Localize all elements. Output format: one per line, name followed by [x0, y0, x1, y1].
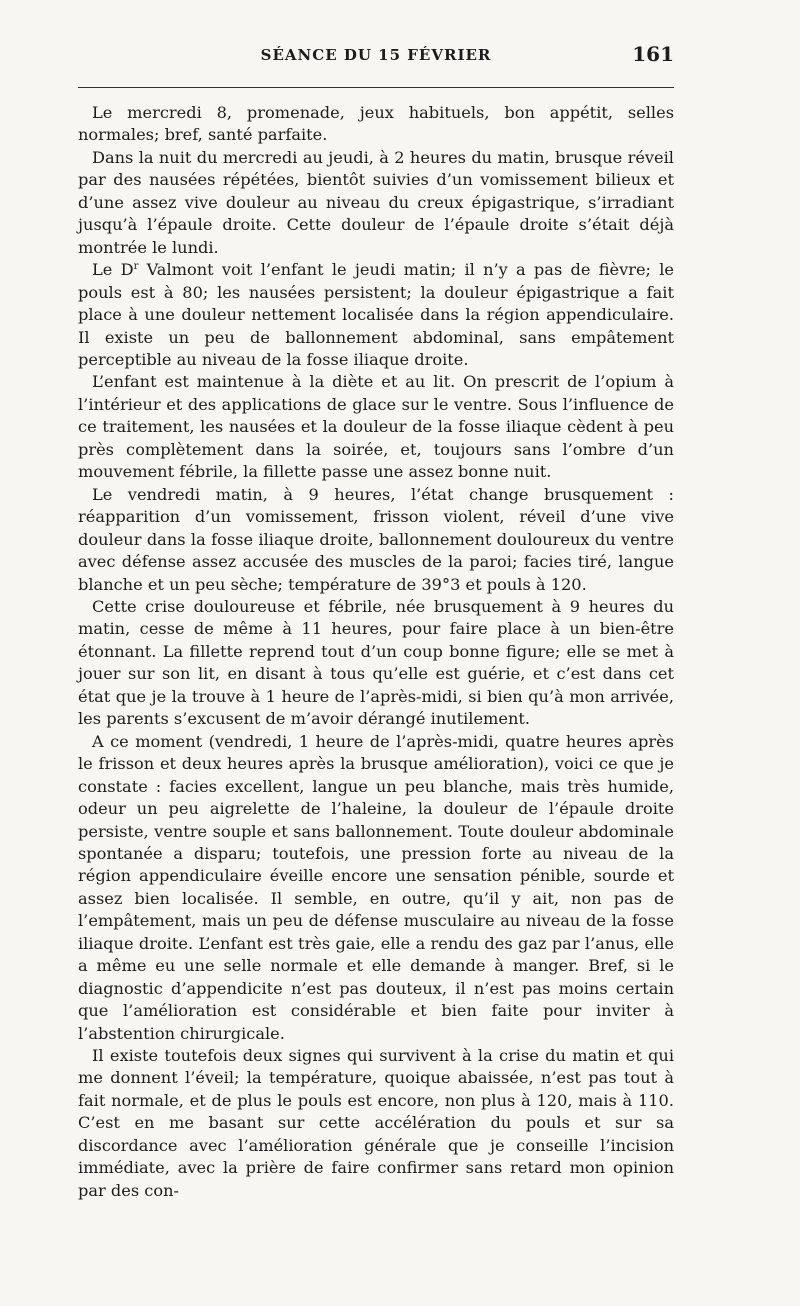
paragraph-3-prefix: Le D — [92, 260, 134, 280]
header-rule — [78, 87, 674, 88]
body-text — [78, 102, 674, 1202]
paragraph-7: A ce moment (vendredi, 1 heure de l’après-midi, quatre heures après le frisson et deux heures après la brusque amélioration), voici ce que je constate : facies excellent, langue un peu blanche, mais très humide, odeur un peu aigrelette de l’haleine, la douleur de l’épaule droite persiste, ventre souple et sans ballonnement. Toute douleur abdominale spontanée a disparu; toutefois, une pression forte au niveau de la région appendiculaire éveille encore une sensation pénible, sourde et assez bien localisée. Il semble, en outre, qu’il y ait, non pas de l’empâtement, mais un peu de défense musculaire au niveau de la fosse iliaque droite. L’enfant est très gaie, elle a rendu des gaz par l’anus, elle a même eu une selle normale et elle demande à manger. Bref, si le diagnostic d’appendicite n’est pas douteux, il n’est pas moins certain que l’amélioration est considérable et bien faite pour inviter à l’abstention chirurgicale. — [78, 731, 674, 1043]
paragraph-1: Le mercredi 8, promenade, jeux habituels, bon appétit, selles normales; bref, santé parfaite. — [78, 103, 674, 145]
paragraph-8: Il existe toutefois deux signes qui survivent à la crise du matin et qui me donnent l’éveil; la température, quoique abaissée, n’est pas tout à fait normale, et de plus le pouls est encore, non plus à 120, mais à 110. C’est en me basant sur cette accélération du pouls et sur sa discordance avec l’amélioration générale que je conseille l’incision immédiate, avec la prière de faire confirmer sans retard mon opinion par des con- — [78, 1046, 674, 1200]
running-head: SÉANCE DU 15 FÉVRIER — [260, 46, 492, 64]
paragraph-2: Dans la nuit du mercredi au jeudi, à 2 heures du matin, brusque réveil par des nausées répétées, bientôt suivies d’un vomissement bilieux et d’une assez vive douleur au niveau du creux épigastrique, s’irradiant jusqu’à l’épaule droite. Cette douleur de l’épaule droite s’était déjà montrée le lundi. — [78, 147, 674, 257]
paragraph-5: Le vendredi matin, à 9 heures, l’état change brusquement : réapparition d’un vomissement, frisson violent, réveil d’une vive douleur dans la fosse iliaque droite, ballonnement douloureux du ventre avec défense assez accusée des muscles de la paroi; facies tiré, langue blanche et un peu sèche; température de 39°3 et pouls à 120. — [78, 484, 674, 594]
paragraph-3 — [78, 259, 674, 371]
paragraph-4: L’enfant est maintenue à la diète et au lit. On prescrit de l’opium à l’intérieur et des applications de glace sur le ventre. Sous l’influence de ce traitement, les nausées et la douleur de la fosse iliaque cèdent à peu près complètement dans la soirée, et, toujours sans l’ombre d’un mouvement fébrile, la fillette passe une assez bonne nuit. — [78, 372, 674, 482]
paragraph-6: Cette crise douloureuse et fébrile, née brusquement à 9 heures du matin, cesse de même à 11 heures, pour faire place à un bien-être étonnant. La fillette reprend tout d’un coup bonne figure; elle se met à jouer sur son lit, en disant à tous qu’elle est guérie, et c’est dans cet état que je la trouve à 1 heure de l’après-midi, si bien qu’à mon arrivée, les parents s’excusent de m’avoir dérangé inutilement. — [78, 596, 674, 729]
paragraph-3-superscript: r — [133, 261, 139, 273]
paragraph-3-text: Valmont voit l’enfant le jeudi matin; il n’y a pas de fièvre; le pouls est à 80; les nausées persistent; la douleur épigastrique a fait place à une douleur nettement localisée dans la région appendiculaire. Il existe un peu de ballonnement abdominal, sans empâtement perceptible au niveau de la fosse iliaque droite. — [78, 260, 674, 369]
page-number: 161 — [632, 42, 674, 66]
page-header — [78, 42, 674, 76]
